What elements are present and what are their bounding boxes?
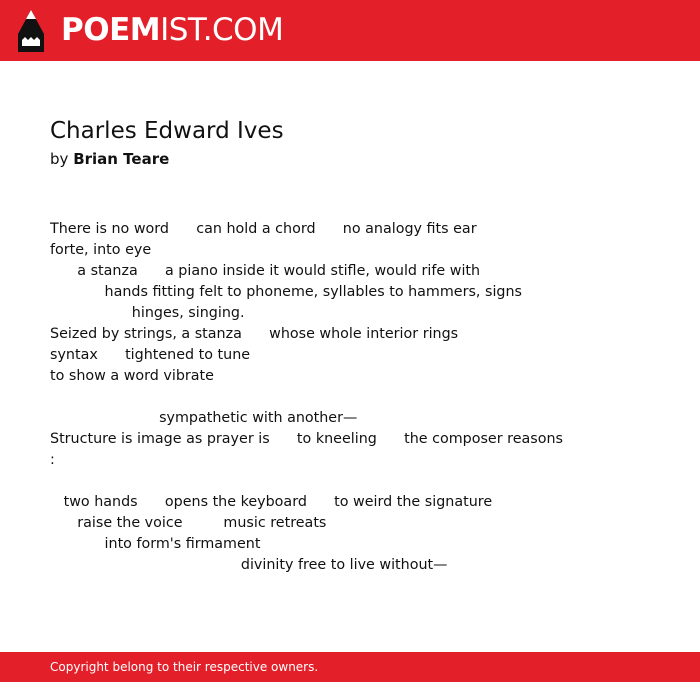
poem-line: : xyxy=(50,452,55,468)
poem-line xyxy=(50,471,670,492)
pencil-icon[interactable] xyxy=(18,10,44,52)
site-footer xyxy=(0,652,700,682)
poem-line: Structure is image as prayer is to kneeling the composer reasons xyxy=(50,431,563,447)
poem-line: divinity free to live without— xyxy=(50,557,448,573)
site-logo-text[interactable] xyxy=(61,12,283,48)
poem-title: Charles Edward Ives xyxy=(50,118,284,144)
brand-bold: POEM xyxy=(61,12,161,48)
copyright-text: Copyright belong to their respective owners. xyxy=(50,660,319,674)
byline xyxy=(50,149,169,169)
poem-body xyxy=(50,219,670,576)
poem-line: raise the voice music retreats xyxy=(50,515,327,531)
brand-light: IST.COM xyxy=(160,12,284,48)
poem-line: syntax tightened to tune xyxy=(50,347,251,363)
site-header xyxy=(0,0,700,61)
author-name[interactable]: Brian Teare xyxy=(73,150,170,168)
poem-line: sympathetic with another— xyxy=(50,410,358,426)
poem-line: to show a word vibrate xyxy=(50,368,214,384)
poem-line: hinges, singing. xyxy=(50,305,245,321)
poem-line: hands fitting felt to phoneme, syllables to hammers, signs xyxy=(50,284,522,300)
poem-line: a stanza a piano inside it would stifle, would rife with xyxy=(50,263,481,279)
poem-line: Seized by strings, a stanza whose whole interior rings xyxy=(50,326,459,342)
poem-line: forte, into eye xyxy=(50,242,152,258)
poem-line: two hands opens the keyboard to weird the signature xyxy=(50,494,493,510)
poem-line xyxy=(50,387,670,408)
poem-line: into form's firmament xyxy=(50,536,261,552)
poem-line: There is no word can hold a chord no analogy fits ear xyxy=(50,221,477,237)
by-label: by xyxy=(50,150,69,168)
